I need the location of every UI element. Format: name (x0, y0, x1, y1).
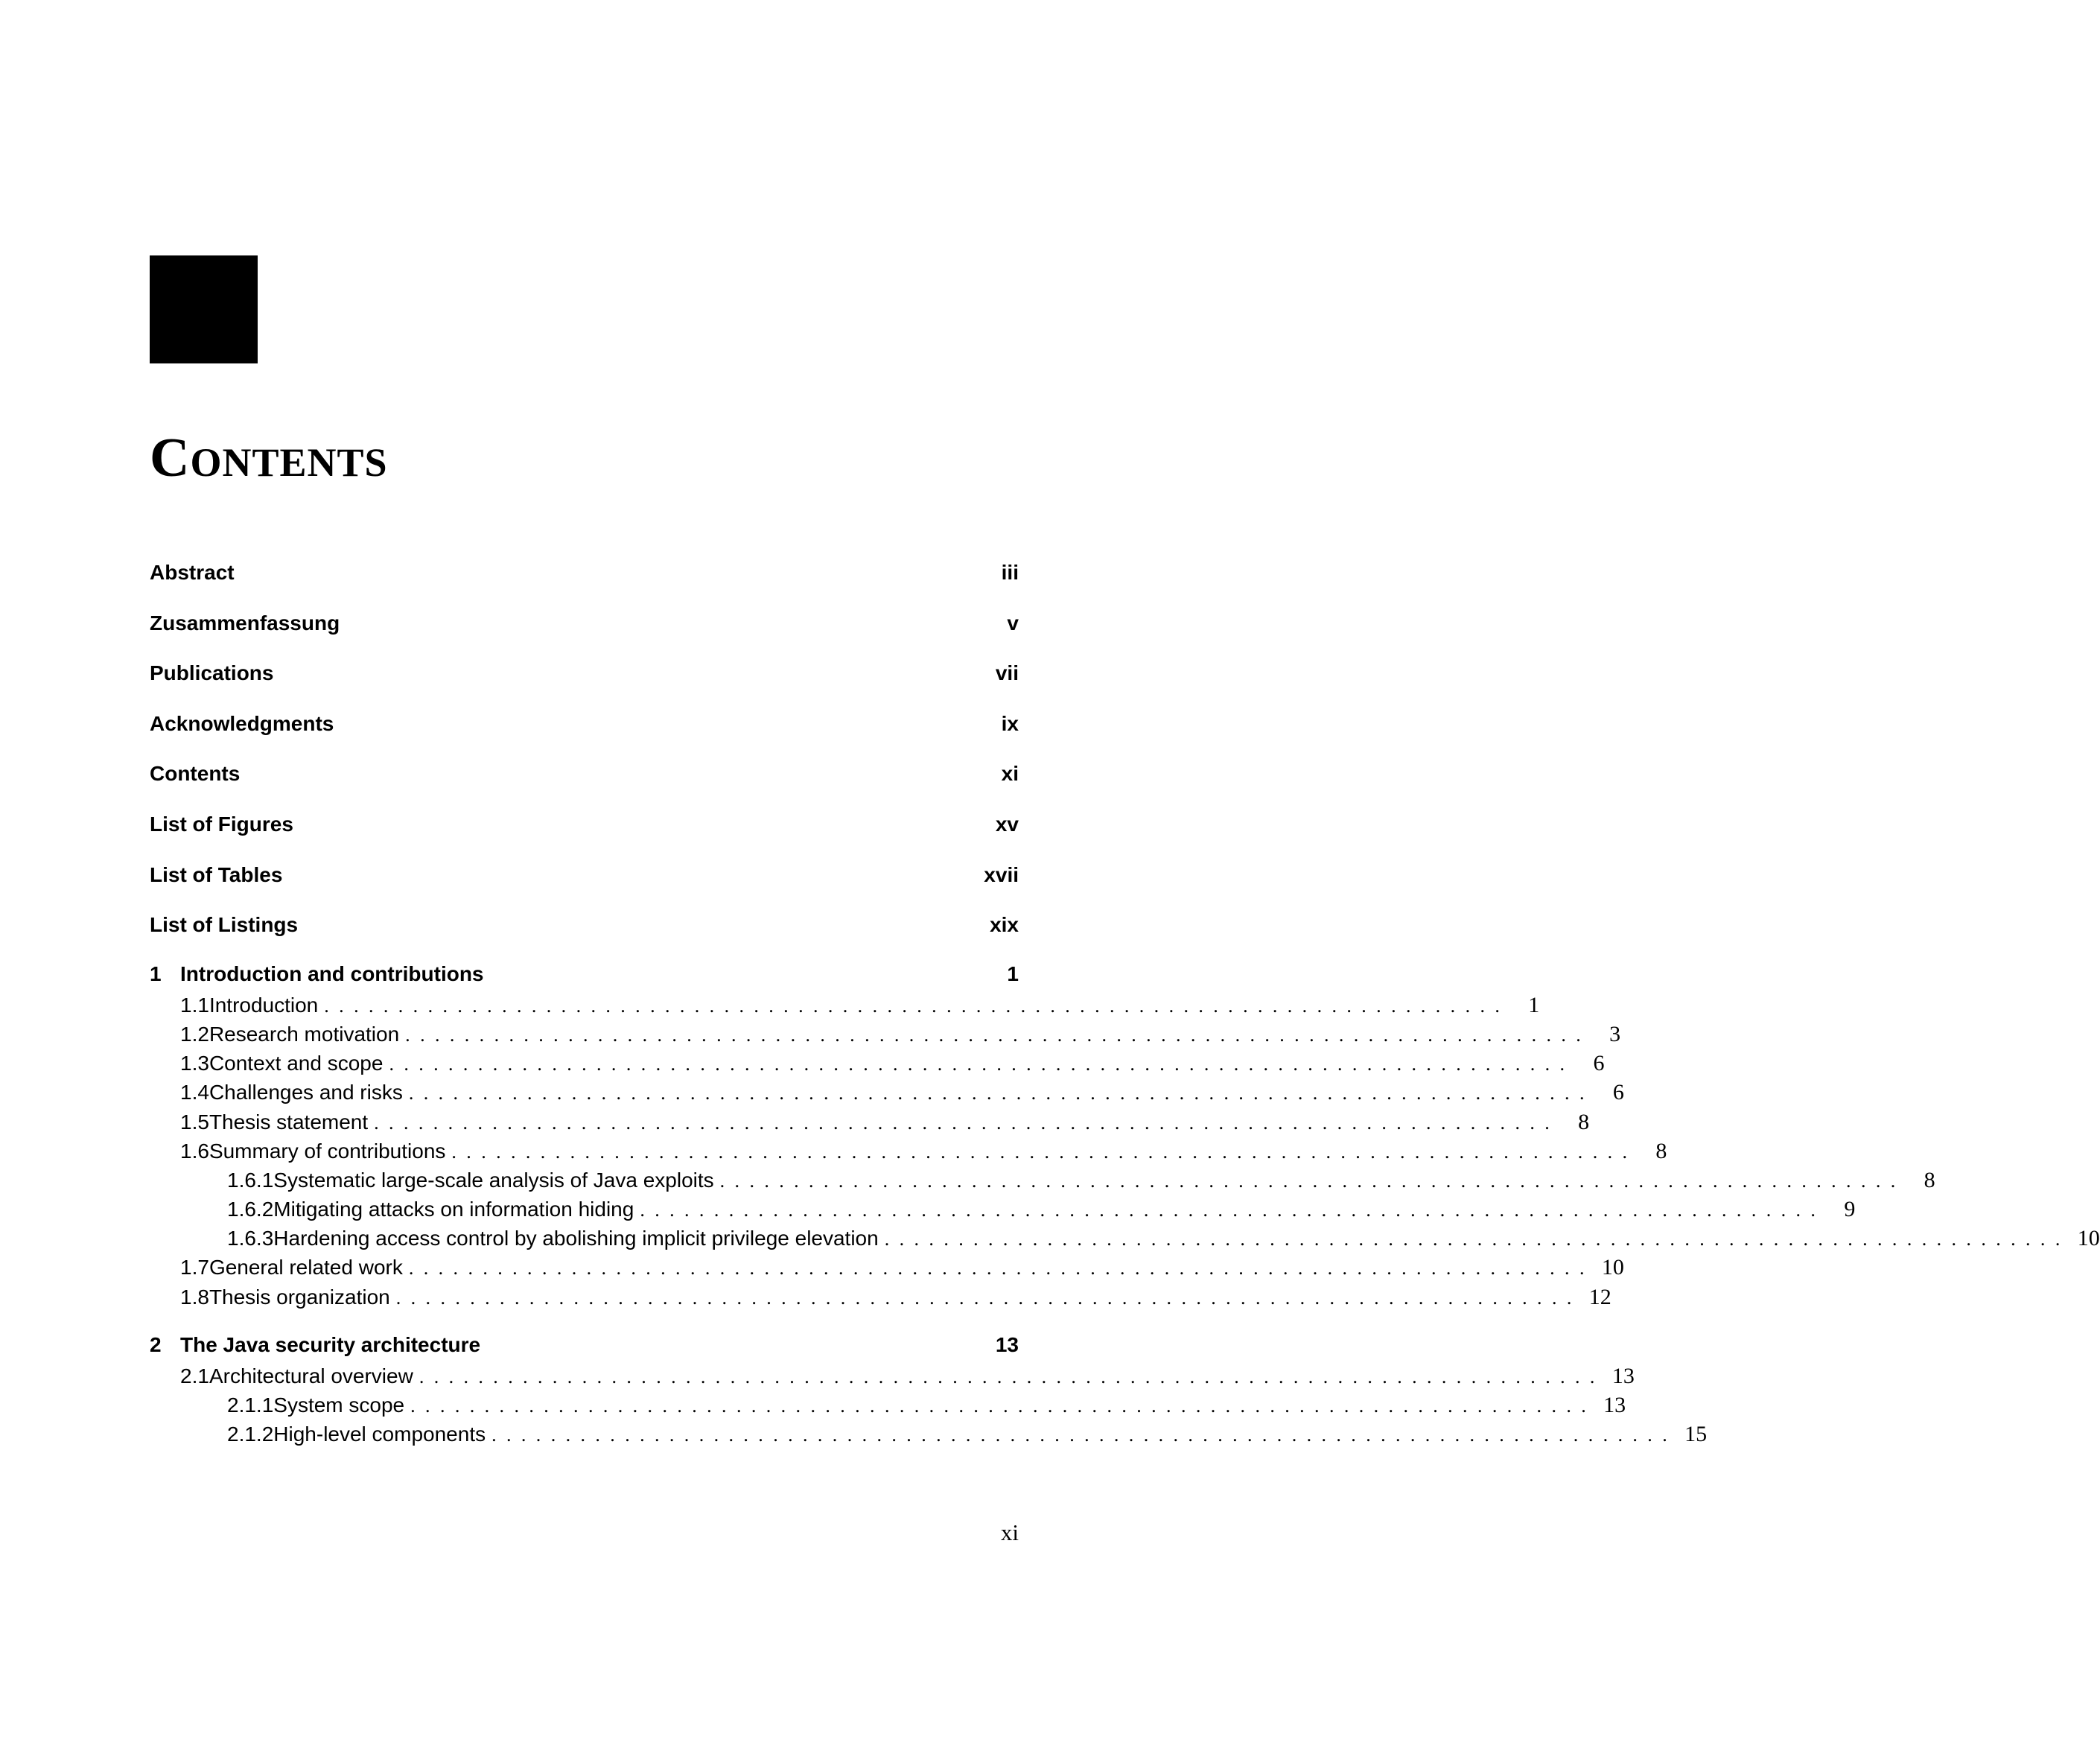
toc-section-page: 12 (1588, 1284, 1611, 1309)
toc-section-title: Thesis organization (209, 1285, 390, 1309)
toc-entry-title: List of Tables (150, 862, 283, 886)
toc-subsection-title: High-level components (273, 1422, 486, 1446)
toc-subsection-title: Systematic large-scale analysis of Java exploits (273, 1168, 714, 1192)
toc-entry-title: Abstract (150, 561, 235, 584)
page-title-initial: C (150, 427, 191, 489)
toc-subsection-number: 2.1.1 (227, 1393, 274, 1417)
toc-section-page: 6 (1593, 1051, 1605, 1076)
toc-section-1-6[interactable] (150, 1137, 1667, 1166)
toc-section-number: 1.3 (180, 1052, 209, 1075)
toc-subsection-number: 2.1.2 (227, 1422, 274, 1446)
chapter-mark-block (150, 255, 258, 363)
toc-section-2-1[interactable] (150, 1361, 1635, 1390)
toc-section-page: 6 (1612, 1080, 1624, 1105)
toc-entry-title: List of Listings (150, 913, 299, 937)
toc-subsection-page: 10 (2077, 1226, 2100, 1251)
dot-leader: ................................................................................ (419, 1365, 1605, 1387)
toc-subsection-title: Hardening access control by abolishing implicit privilege elevation (273, 1227, 879, 1250)
toc-chapter-title: The Java security architecture (180, 1332, 481, 1356)
page-title (150, 427, 388, 489)
toc-entry-page: vii (995, 661, 1019, 685)
dot-leader: ................................................................................ (395, 1286, 1582, 1309)
dot-leader: ................................................................................ (491, 1424, 1678, 1446)
toc-subsection-title: System scope (273, 1393, 405, 1417)
toc-section-title: Architectural overview (209, 1364, 413, 1387)
toc-section-number: 1.1 (180, 993, 209, 1017)
dot-leader: ................................................................................ (324, 994, 1510, 1017)
toc-entry-acknowledgments[interactable] (150, 706, 1019, 757)
toc-entry-page: xix (990, 913, 1019, 937)
toc-section-number: 1.8 (180, 1285, 209, 1309)
toc-section-number: 2.1 (180, 1364, 209, 1387)
toc-section-page: 8 (1655, 1138, 1667, 1163)
toc-section-1-5[interactable] (150, 1107, 1590, 1137)
toc-chapter-1[interactable] (150, 958, 1019, 991)
toc-section-title: Introduction (209, 993, 319, 1017)
toc-section-number: 1.6 (180, 1139, 209, 1163)
page-title-rest: ONTENTS (190, 440, 388, 485)
toc-subsection-1-6-1[interactable] (150, 1166, 1935, 1195)
toc-entry-contents[interactable] (150, 756, 1019, 807)
toc-entry-page: ix (1001, 711, 1019, 735)
page-number: xi (1000, 1519, 1019, 1545)
toc-section-title: Research motivation (209, 1022, 400, 1046)
dot-leader: ................................................................................ (405, 1023, 1591, 1046)
toc-section-title: Context and scope (209, 1052, 384, 1075)
dot-leader: ................................................................................ (410, 1395, 1597, 1417)
toc-entry-page: iii (1001, 561, 1019, 584)
toc-section-title: Challenges and risks (209, 1081, 403, 1104)
toc-chapter-number: 1 (150, 961, 162, 985)
toc-section-title: Summary of contributions (209, 1139, 446, 1163)
toc-section-title: Thesis statement (209, 1110, 369, 1134)
toc-subsection-page: 8 (1924, 1167, 1935, 1192)
toc-subsection-number: 1.6.3 (227, 1227, 274, 1250)
dot-leader: ................................................................................ (719, 1169, 1906, 1192)
toc-section-1-3[interactable] (150, 1049, 1605, 1078)
toc-section-page: 13 (1611, 1363, 1635, 1388)
toc-entry-page: xvii (984, 862, 1019, 886)
toc-subsection-title: Mitigating attacks on information hiding (273, 1198, 634, 1221)
toc-subsection-2-1-1[interactable] (150, 1390, 1626, 1420)
toc-section-page: 10 (1601, 1255, 1624, 1280)
toc-entry-publications[interactable] (150, 655, 1019, 706)
toc-entry-title: Contents (150, 762, 241, 786)
toc-section-number: 1.2 (180, 1022, 209, 1046)
toc-entry-title: Acknowledgments (150, 711, 334, 735)
dot-leader: ................................................................................ (884, 1228, 2070, 1250)
dot-leader: ................................................................................ (408, 1082, 1594, 1104)
toc-entry-zusammenfassung[interactable] (150, 605, 1019, 656)
toc-entry-abstract[interactable] (150, 555, 1019, 605)
dot-leader: ................................................................................ (451, 1140, 1638, 1163)
toc-chapter-page: 1 (1007, 961, 1019, 985)
toc-subsection-page: 9 (1844, 1197, 1856, 1222)
toc-subsection-1-6-3[interactable] (150, 1224, 2100, 1253)
dot-leader: ................................................................................ (408, 1257, 1594, 1280)
dot-leader: ................................................................................ (640, 1199, 1826, 1221)
toc-entry-title: List of Figures (150, 812, 293, 836)
toc-entry-list-of-listings[interactable] (150, 907, 1019, 958)
toc-entry-page: xi (1001, 762, 1019, 786)
toc-subsection-2-1-2[interactable] (150, 1420, 1708, 1449)
toc-section-1-1[interactable] (150, 991, 1540, 1020)
dot-leader: ................................................................................ (374, 1111, 1560, 1134)
toc-section-number: 1.5 (180, 1110, 209, 1134)
toc-section-number: 1.7 (180, 1256, 209, 1280)
toc-entry-title: Publications (150, 661, 274, 685)
toc-entry-page: xv (995, 812, 1019, 836)
toc-section-1-8[interactable] (150, 1282, 1611, 1312)
toc-chapter-page: 13 (995, 1332, 1019, 1356)
toc-entry-page: v (1007, 611, 1019, 635)
toc-section-number: 1.4 (180, 1081, 209, 1104)
toc-entry-title: Zusammenfassung (150, 611, 340, 635)
chapter-gap (150, 1312, 1019, 1329)
toc-section-title: General related work (209, 1256, 403, 1280)
toc-section-1-2[interactable] (150, 1020, 1621, 1049)
toc-section-page: 8 (1578, 1109, 1590, 1134)
toc-subsection-number: 1.6.1 (227, 1168, 274, 1192)
toc-subsection-1-6-2[interactable] (150, 1195, 1856, 1224)
toc-entry-list-of-tables[interactable] (150, 857, 1019, 908)
toc-subsection-number: 1.6.2 (227, 1198, 274, 1221)
toc-chapter-title: Introduction and contributions (180, 961, 484, 985)
toc-section-page: 1 (1528, 992, 1540, 1017)
toc-subsection-page: 15 (1684, 1422, 1708, 1447)
toc-entry-list-of-figures[interactable] (150, 807, 1019, 857)
dot-leader: ................................................................................ (389, 1053, 1575, 1075)
toc-subsection-page: 13 (1603, 1393, 1626, 1417)
table-of-contents (150, 555, 2100, 1449)
toc-section-1-7[interactable] (150, 1253, 1624, 1282)
toc-chapter-number: 2 (150, 1332, 162, 1356)
toc-section-page: 3 (1609, 1021, 1621, 1046)
toc-chapter-2[interactable] (150, 1329, 1019, 1361)
toc-section-1-4[interactable] (150, 1078, 1624, 1107)
